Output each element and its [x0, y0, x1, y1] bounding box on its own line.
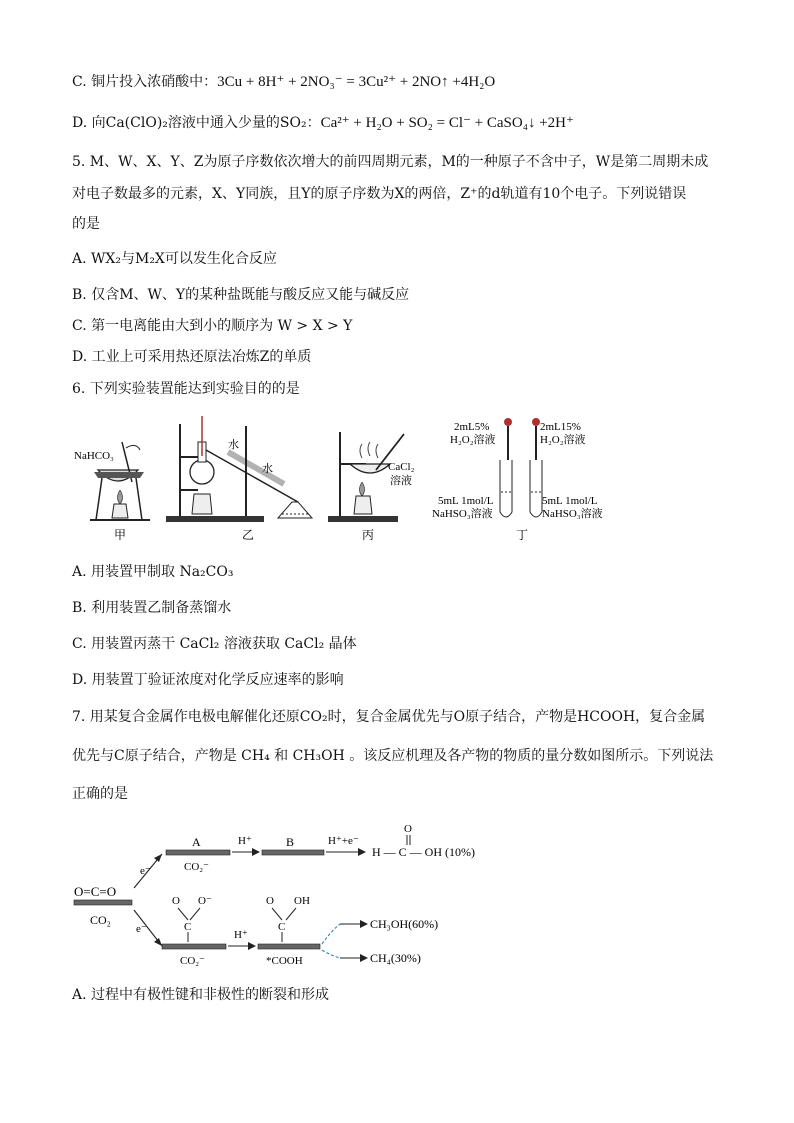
q5-option-c: C. 第一电离能由大到小的顺序为 W > X > Y — [72, 318, 353, 334]
q5-option-d: D. 工业上可采用热还原法冶炼Z的单质 — [72, 349, 312, 365]
apparatus-ding — [432, 418, 603, 542]
q4-option-c-equation: 3Cu + 8H⁺ + 2NO₃⁻ = 3Cu²⁺ + 2NO↑ +4H₂O — [217, 74, 496, 90]
upper-electron-label: e⁻ — [140, 865, 151, 877]
q7-option-a: A. 过程中有极性键和非极性的断裂和形成 — [72, 987, 330, 1003]
lower1-oxygen-anion: O⁻ — [198, 895, 212, 907]
yi-caption: 乙 — [242, 528, 255, 542]
q5-stem-line2: 对电子数最多的元素，X、Y同族，且Y的原子序数为X的两倍，Z⁺的d轨道有10个电子。下列说错误 — [72, 186, 687, 202]
bing-chemical-label: CaCl₂ — [388, 461, 415, 473]
bing-caption: 丙 — [362, 528, 375, 542]
co2-name: CO₂ — [90, 913, 111, 927]
q5-stem-line3: 的是 — [72, 216, 100, 232]
ding-left-reagent-label: H₂O₂溶液 — [450, 434, 496, 446]
lower-electron-label: e⁻ — [136, 923, 147, 935]
q7-stem-line2: 优先与C原子结合，产物是 CH₄ 和 CH₃OH 。该反应机理及各产物的物质的量分数如图所示。下列说法 — [72, 748, 714, 764]
apparatus-jia — [74, 442, 150, 542]
jia-caption: 甲 — [114, 528, 127, 542]
ding-right-volume-label: 2mL15% — [540, 421, 581, 433]
intermediate-a: A — [192, 835, 201, 849]
bing-solution-label: 溶液 — [390, 475, 412, 487]
lower2-carbon: C — [278, 921, 286, 933]
apparatus-yi — [166, 416, 312, 542]
jia-chemical-label: NaHCO₃ — [74, 450, 114, 462]
q7-stem-line1: 7. 用某复合金属作电极电解催化还原CO₂时，复合金属优先与O原子结合，产物是HCOOH，复合金属 — [72, 709, 706, 725]
methane-product: CH₄(30%) — [370, 951, 421, 965]
lower1-substrate: CO₂⁻ — [180, 955, 205, 967]
ding-bottom-right-concentration: 5mL 1mol/L — [542, 495, 598, 507]
formic-acid-product: H — C — OH (10%) — [372, 845, 475, 859]
cooh-intermediate-name: *COOH — [266, 955, 303, 967]
q4-option-d — [72, 113, 574, 133]
upper-proton-electron-label: H⁺+e⁻ — [328, 835, 359, 847]
yi-water-in-label: 水 — [228, 439, 239, 451]
intermediate-b: B — [286, 835, 295, 849]
ding-right-reagent-label: H₂O₂溶液 — [540, 434, 586, 446]
ding-bottom-left-reagent: NaHSO₃溶液 — [432, 508, 493, 520]
q4-option-d-equation: Ca²⁺ + H₂O + SO₂ = Cl⁻ + CaSO₄↓ +2H⁺ — [320, 115, 574, 131]
co2-structure: O=C=O — [74, 884, 117, 899]
q5-stem-line1: 5. M、W、X、Y、Z为原子序数依次增大的前四周期元素，M的一种原子不含中子，W是第二周期未成 — [72, 154, 709, 170]
formic-acid-carbonyl-o: O — [404, 823, 412, 835]
intermediate-a-substrate: CO₂⁻ — [184, 861, 209, 873]
lower2-hydroxyl: OH — [294, 895, 310, 907]
q6-option-d: D. 用装置丁验证浓度对化学反应速率的影响 — [72, 672, 344, 688]
q5-option-b: B. 仅含M、W、Y的某种盐既能与酸反应又能与碱反应 — [72, 287, 410, 303]
q4-option-c — [72, 72, 495, 92]
ding-bottom-left-concentration: 5mL 1mol/L — [438, 495, 494, 507]
q4-option-c-label: C. 铜片投入浓硝酸中： — [72, 74, 218, 90]
methanol-product: CH₃OH(60%) — [370, 917, 439, 931]
lower2-oxygen: O — [266, 895, 274, 907]
q5-option-a: A. WX₂与M₂X可以发生化合反应 — [72, 251, 277, 267]
q6-stem: 6. 下列实验装置能达到实验目的的是 — [72, 381, 300, 397]
q6-option-b: B. 利用装置乙制备蒸馏水 — [72, 600, 232, 616]
upper-proton-label: H⁺ — [238, 835, 252, 847]
lower-proton-label: H⁺ — [234, 929, 248, 941]
q4-option-d-label: D. 向Ca(ClO)₂溶液中通入少量的SO₂： — [72, 115, 321, 131]
ding-caption: 丁 — [516, 528, 529, 542]
q6-apparatus-figure — [66, 412, 616, 544]
q7-stem-line3: 正确的是 — [72, 786, 128, 802]
apparatus-bing — [328, 432, 415, 542]
ding-bottom-right-reagent: NaHSO₃溶液 — [542, 508, 603, 520]
lower1-carbon: C — [184, 921, 192, 933]
q6-option-a: A. 用装置甲制取 Na₂CO₃ — [72, 564, 234, 580]
yi-water-out-label: 水 — [262, 463, 273, 475]
q6-option-c: C. 用装置丙蒸干 CaCl₂ 溶液获取 CaCl₂ 晶体 — [72, 636, 357, 652]
lower1-oxygen-1: O — [172, 895, 180, 907]
ding-left-volume-label: 2mL5% — [454, 421, 490, 433]
q7-mechanism-diagram — [70, 818, 510, 976]
